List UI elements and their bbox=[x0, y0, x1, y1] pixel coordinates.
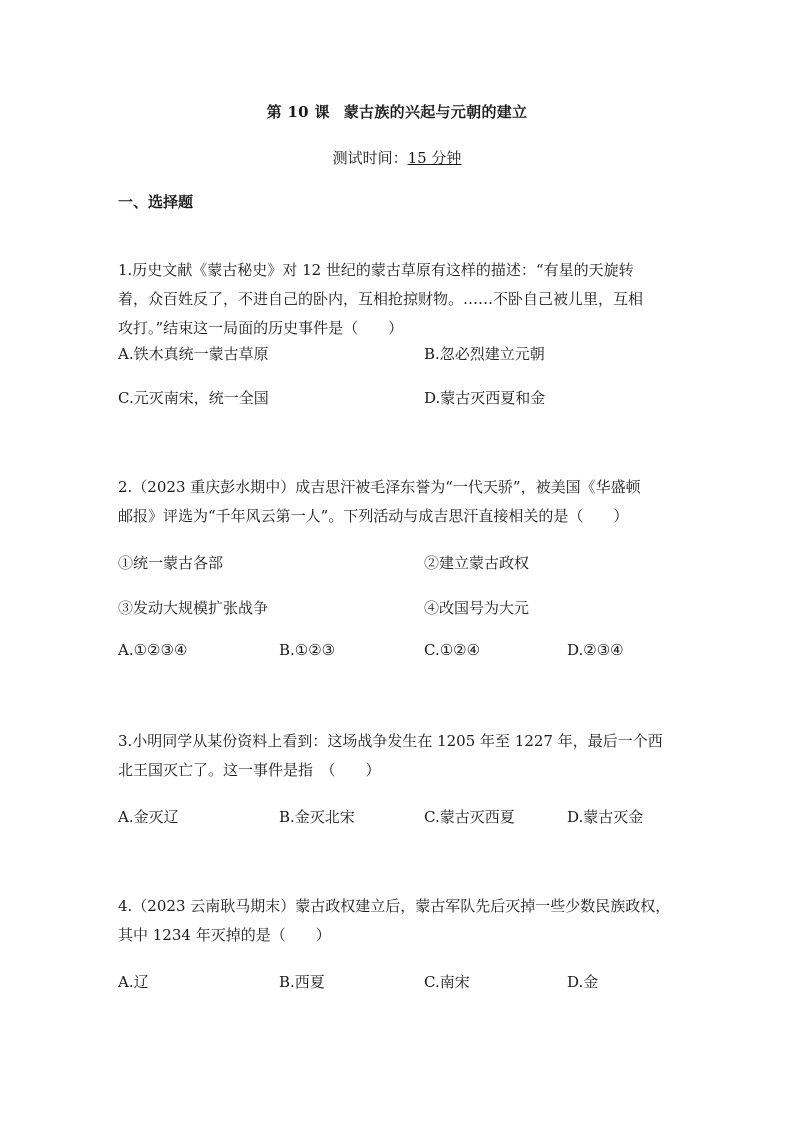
lesson-topic: 蒙古族的兴起与元朝的建立 bbox=[343, 103, 528, 121]
section-heading: 一、选择题 bbox=[118, 193, 194, 211]
question-2-item-1: ①统一蒙古各部 bbox=[118, 554, 224, 572]
question-2-option-a[interactable]: A.①②③④ bbox=[118, 641, 188, 659]
question-3-line-1: 3.小明同学从某份资料上看到：这场战争发生在 1205 年至 1227 年，最后一个西 bbox=[118, 732, 663, 750]
question-2-stem bbox=[118, 473, 678, 531]
question-2-option-d[interactable]: D.②③④ bbox=[567, 641, 624, 659]
question-3-option-b[interactable]: B.金灭北宋 bbox=[279, 808, 355, 826]
question-2-item-2: ②建立蒙古政权 bbox=[424, 554, 530, 572]
question-1-line-3: 攻打。”结束这一局面的历史事件是（ ） bbox=[118, 319, 404, 337]
question-4-option-c[interactable]: C.南宋 bbox=[424, 973, 470, 991]
question-2-line-1: 2.（2023 重庆彭水期中）成吉思汗被毛泽东誉为“一代天骄”，被美国《华盛顿 bbox=[118, 478, 641, 496]
question-1-option-b[interactable]: B.忽必烈建立元朝 bbox=[424, 345, 545, 363]
question-4-option-d[interactable]: D.金 bbox=[567, 973, 599, 991]
question-1-option-a[interactable]: A.铁木真统一蒙古草原 bbox=[118, 345, 269, 363]
question-3-option-a[interactable]: A.金灭辽 bbox=[118, 808, 179, 826]
test-time-value: 15 分钟 bbox=[407, 149, 462, 167]
test-time bbox=[0, 147, 794, 168]
question-2-option-c[interactable]: C.①②④ bbox=[424, 641, 481, 659]
question-4-option-b[interactable]: B.西夏 bbox=[279, 973, 325, 991]
question-3-line-2: 北王国灭亡了。这一事件是指 （ ） bbox=[118, 761, 381, 779]
question-2-item-4: ④改国号为大元 bbox=[424, 599, 530, 617]
question-2-option-b[interactable]: B.①②③ bbox=[279, 641, 336, 659]
question-3-stem bbox=[118, 727, 678, 785]
question-2-item-3: ③发动大规模扩张战争 bbox=[118, 599, 269, 617]
question-3-option-d[interactable]: D.蒙古灭金 bbox=[567, 808, 644, 826]
test-time-label: 测试时间： bbox=[332, 149, 408, 167]
question-1-option-d[interactable]: D.蒙古灭西夏和金 bbox=[424, 389, 546, 407]
question-1-line-2: 着，众百姓反了，不进自己的卧内，互相抢掠财物。……不卧自己被儿里，互相 bbox=[118, 290, 644, 308]
question-1-stem bbox=[118, 256, 678, 343]
question-1-line-1: 1.历史文献《蒙古秘史》对 12 世纪的蒙古草原有这样的描述：“有星的天旋转 bbox=[118, 261, 634, 279]
question-1-option-c[interactable]: C.元灭南宋，统一全国 bbox=[118, 389, 269, 407]
question-4-line-2: 其中 1234 年灭掉的是（ ） bbox=[118, 926, 331, 944]
question-3-option-c[interactable]: C.蒙古灭西夏 bbox=[424, 808, 515, 826]
lesson-title bbox=[0, 101, 794, 122]
question-4-option-a[interactable]: A.辽 bbox=[118, 973, 149, 991]
lesson-number: 第 10 课 bbox=[266, 103, 330, 121]
question-4-stem bbox=[118, 892, 678, 950]
question-4-line-1: 4.（2023 云南耿马期末）蒙古政权建立后，蒙古军队先后灭掉一些少数民族政权， bbox=[118, 897, 671, 915]
question-2-line-2: 邮报》评选为“千年风云第一人”。下列活动与成吉思汗直接相关的是（ ） bbox=[118, 507, 629, 525]
